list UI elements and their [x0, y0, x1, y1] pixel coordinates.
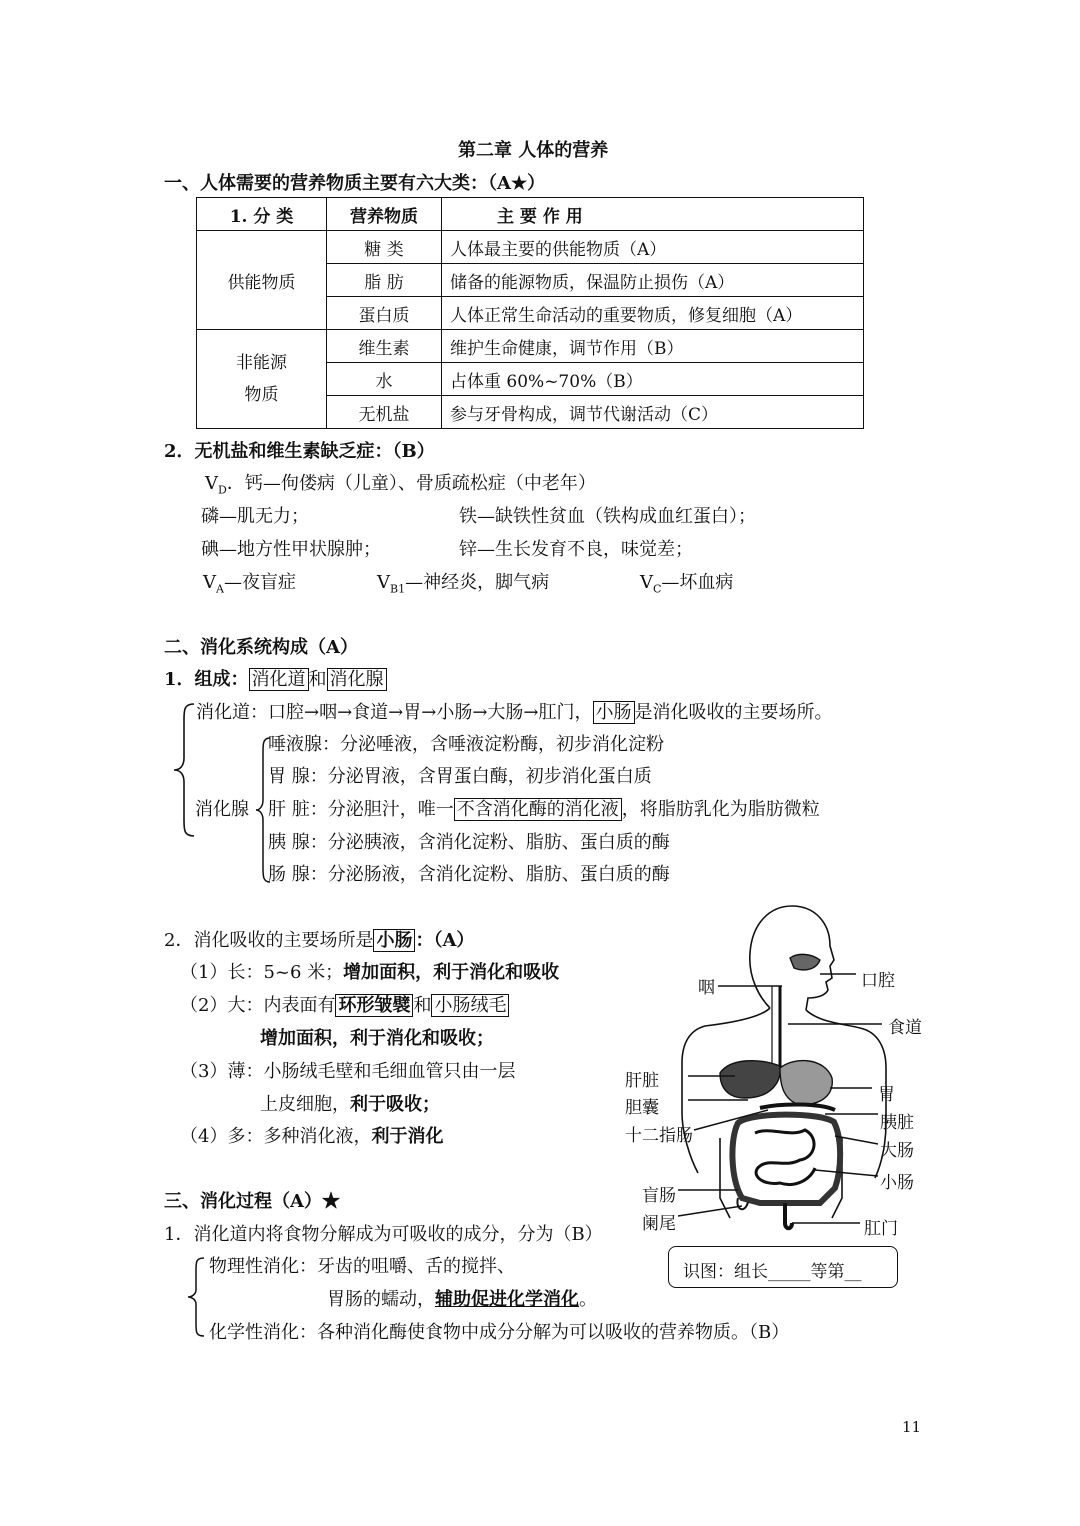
- nutrient-cell: 水: [327, 363, 442, 396]
- big-and: 和: [413, 995, 432, 1016]
- vd-label: V: [205, 473, 218, 494]
- big-box-villi: 小肠绒毛: [431, 994, 509, 1017]
- table-row: [197, 330, 864, 363]
- tract-text: 消化道：口腔→咽→食道→胃→小肠→大肠→肛门，: [196, 702, 593, 723]
- effect-cell: 占体重 60%~70%（B）: [442, 363, 864, 396]
- label-small-intestine: 小肠: [880, 1173, 914, 1193]
- diagram-note-box: [668, 1246, 898, 1288]
- thin-line1: （3）薄：小肠绒毛壁和毛细血管只由一层: [180, 1061, 516, 1082]
- iodine-line: 碘—地方性甲状腺肿；: [201, 539, 381, 560]
- label-pharynx: 咽: [698, 978, 715, 998]
- outer-brace: [172, 700, 196, 840]
- vb1-text: —神经炎，脚气病: [405, 572, 550, 593]
- vc-text: —坏血病: [661, 572, 734, 593]
- vc-line: [640, 572, 733, 601]
- physical-line2-suffix: 。: [579, 1289, 597, 1310]
- phosphorus-line: 磷—肌无力；: [201, 506, 309, 527]
- label-appendix: 阑尾: [642, 1214, 676, 1234]
- liver-prefix: 肝 脏：分泌胆汁，唯一: [268, 799, 454, 820]
- composition-prefix: 1．组成：: [164, 669, 249, 690]
- main-site-suffix: ：（A）: [415, 930, 475, 951]
- vd-text: ．钙—佝偻病（儿童）、骨质疏松症（中老年）: [226, 473, 596, 494]
- section2-heading: 二、消化系统构成（A）: [164, 637, 358, 658]
- nutrient-cell: 蛋白质: [327, 297, 442, 330]
- gland-label: 消化腺: [195, 799, 249, 820]
- process-line1: 1．消化道内将食物分解成为可吸收的成分，分为（B）: [164, 1224, 603, 1245]
- label-cecum: 盲肠: [642, 1186, 676, 1206]
- va-label: V: [203, 572, 216, 593]
- salivary-line: 唾液腺：分泌唾液，含唾液淀粉酶，初步消化淀粉: [268, 734, 664, 755]
- many-prefix: （4）多：多种消化液，: [180, 1126, 372, 1147]
- iron-line: 铁—缺铁性贫血（铁构成血红蛋白）；: [459, 506, 756, 527]
- vb1-label: V: [377, 572, 390, 593]
- effect-cell: 人体正常生命活动的重要物质，修复细胞（A）: [442, 297, 864, 330]
- liver-line: [268, 799, 820, 821]
- long-bold: 增加面积，利于消化和吸收: [343, 962, 560, 983]
- va-line: [203, 572, 296, 601]
- label-pancreas: 胰脏: [880, 1113, 914, 1133]
- body-outline: [682, 906, 886, 1218]
- label-anus: 肛门: [864, 1219, 898, 1239]
- nutrient-cell: 糖 类: [327, 231, 442, 264]
- effect-cell: 人体最主要的供能物质（A）: [442, 231, 864, 264]
- section1-heading: 一、人体需要的营养物质主要有六大类：（A★）: [164, 173, 546, 194]
- nutrients-table: [196, 197, 864, 429]
- nutrient-cell: 无机盐: [327, 396, 442, 429]
- big-prefix: （2）大：内表面有: [180, 995, 336, 1016]
- main-site-box: 小肠: [373, 929, 415, 952]
- liver-box: 不含消化酶的消化液: [454, 798, 622, 821]
- group-non-energy-line1: 非能源: [236, 353, 287, 373]
- intestinal-line: 肠 腺：分泌肠液，含消化淀粉、脂肪、蛋白质的酶: [268, 864, 670, 885]
- vb1-line: [377, 572, 549, 601]
- vc-label: V: [640, 572, 653, 593]
- group-non-energy-line2: 物质: [244, 385, 279, 405]
- gastric-line: 胃 腺：分泌胃液，含胃蛋白酶，初步消化蛋白质: [268, 766, 652, 787]
- effect-cell: 维护生命健康，调节作用（B）: [442, 330, 864, 363]
- composition-line: [164, 669, 387, 691]
- big-line: [180, 995, 509, 1017]
- label-liver: 肝脏: [625, 1071, 659, 1091]
- composition-and: 和: [308, 669, 327, 690]
- tract-suffix: 是消化吸收的主要场所。: [634, 702, 833, 723]
- label-mouth: 口腔: [861, 971, 895, 991]
- thin-line2-bold: 利于吸收；: [350, 1094, 440, 1115]
- label-esophagus: 食道: [888, 1018, 922, 1038]
- diagram-note: 识图：组长_____等第__: [683, 1262, 862, 1282]
- long-prefix: （1）长：5~6 米；: [180, 962, 344, 983]
- main-site-prefix: 2．消化吸收的主要场所是: [164, 930, 374, 951]
- pancreas-line: 胰 腺：分泌胰液，含消化淀粉、脂肪、蛋白质的酶: [268, 832, 670, 853]
- va-text: —夜盲症: [223, 572, 296, 593]
- composition-box-glands: 消化腺: [327, 668, 387, 691]
- physical-line2-underlined: 辅助促进化学消化: [435, 1289, 579, 1310]
- tract-box: 小肠: [593, 701, 635, 724]
- header-category: 1. 分 类: [197, 198, 327, 231]
- process-brace: [186, 1254, 206, 1340]
- thin-line2-prefix: 上皮细胞，: [260, 1094, 350, 1115]
- page-number: 11: [902, 1418, 922, 1436]
- vb1-sub: B1: [390, 582, 406, 596]
- label-gallbladder: 胆囊: [625, 1098, 659, 1118]
- section3-heading: 三、消化过程（A）★: [164, 1191, 340, 1212]
- table-header-row: [197, 198, 864, 231]
- physical-line2: [327, 1289, 597, 1311]
- group-non-energy: [197, 330, 327, 429]
- header-effect: 主 要 作 用: [442, 198, 864, 231]
- composition-box-tract: 消化道: [249, 668, 309, 691]
- group-energy: 供能物质: [197, 231, 327, 330]
- liver-suffix: ，将脂肪乳化为脂肪微粒: [621, 799, 820, 820]
- physical-line1: 物理性消化：牙齿的咀嚼、舌的搅拌、: [209, 1256, 515, 1277]
- label-stomach: 胃: [878, 1085, 895, 1105]
- header-nutrient: 营养物质: [327, 198, 442, 231]
- many-bold: 利于消化: [371, 1126, 444, 1147]
- chemical-line: 化学性消化：各种消化酶使食物中成分分解为可以吸收的营养物质。（B）: [209, 1322, 790, 1343]
- long-line: [180, 962, 559, 984]
- deficiency-heading: 2．无机盐和维生素缺乏症：（B）: [164, 441, 435, 462]
- label-duodenum: 十二指肠: [625, 1126, 693, 1146]
- vd-sub: D: [218, 483, 227, 497]
- vc-sub: C: [653, 582, 662, 596]
- effect-cell: 储备的能源物质，保温防止损伤（A）: [442, 264, 864, 297]
- many-line: [180, 1126, 443, 1148]
- nutrient-cell: 脂 肪: [327, 264, 442, 297]
- zinc-line: 锌—生长发育不良，味觉差；: [459, 539, 693, 560]
- table-row: [197, 231, 864, 264]
- big-line2: 增加面积，利于消化和吸收；: [260, 1028, 494, 1049]
- chapter-title: 第二章 人体的营养: [458, 140, 609, 161]
- physical-line2-prefix: 胃肠的蠕动，: [327, 1289, 435, 1310]
- va-sub: A: [216, 582, 224, 596]
- vd-line: [205, 473, 596, 502]
- thin-line2: [260, 1094, 440, 1116]
- effect-cell: 参与牙骨构成，调节代谢活动（C）: [442, 396, 864, 429]
- big-box-folds: 环形皱襞: [335, 994, 413, 1017]
- tract-line: [196, 702, 833, 724]
- label-large-intestine: 大肠: [880, 1141, 914, 1161]
- nutrient-cell: 维生素: [327, 330, 442, 363]
- main-site-line: [164, 930, 474, 952]
